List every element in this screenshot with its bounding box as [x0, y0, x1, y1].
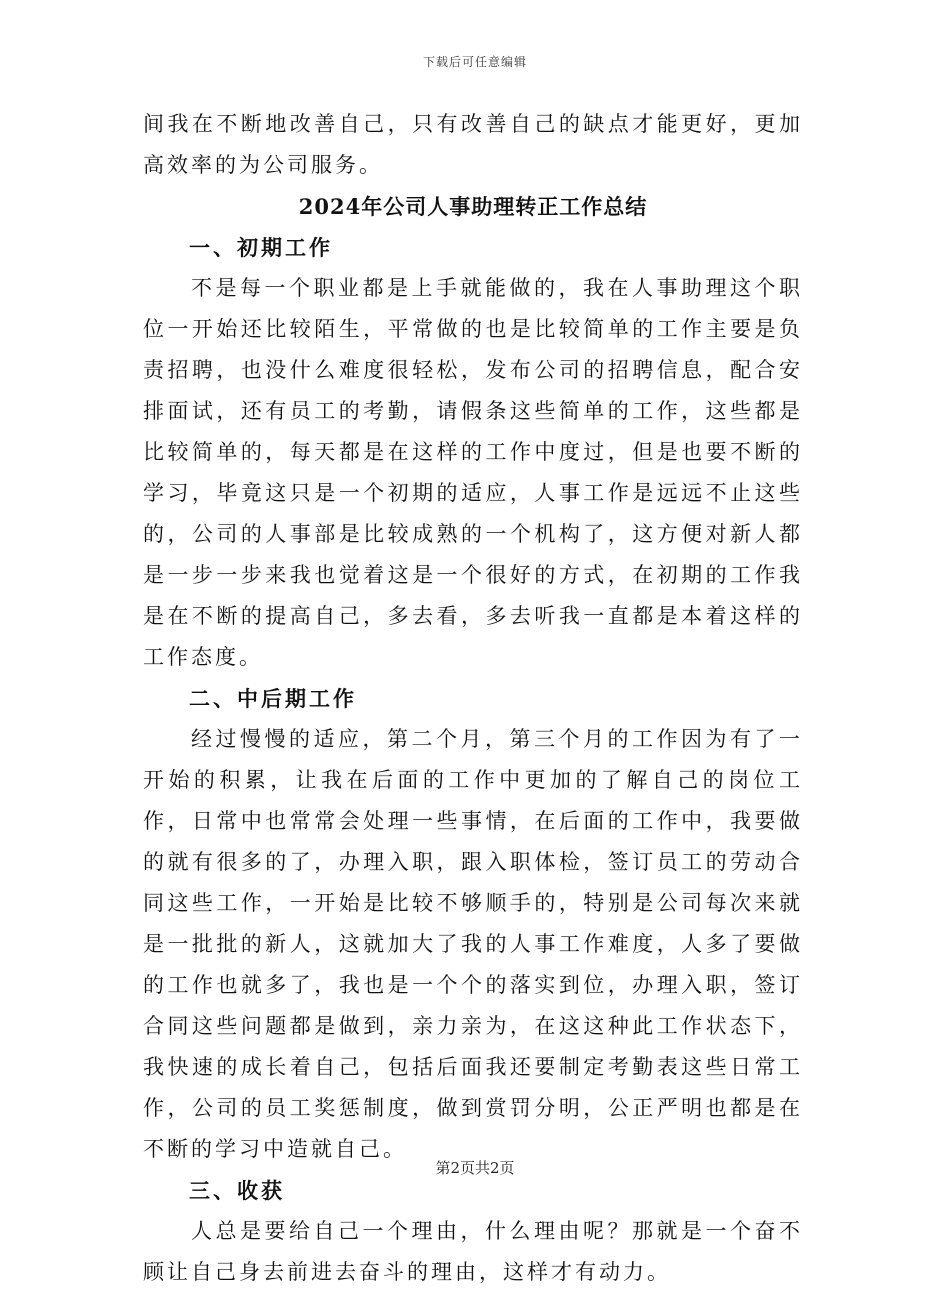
section-heading-initial: 一、初期工作 — [189, 235, 333, 260]
section-paragraph-initial: 不是每一个职业都是上手就能做的，我在人事助理这个职位一开始还比较陌生，平常做的也是比较简单的工作主要是负责招聘，也没什么难度很轻松，发布公司的招聘信息，配合安排面试，还有员工的考勤，请假条这些简单的工作，这些都是比较简单的，每天都是在这样的工作中度过，但是也要不断的学习，毕竟这只是一个初期的适应，人事工作是远远不止这些的，公司的人事部是比较成熟的一个机构了，这方便对新人都是一步一步来我也觉着这是一个很好的方式，在初期的工作我是在不断的提高自己，多去看，多去听我一直都是本着这样的工作态度。 — [143, 276, 803, 669]
document-body — [143, 104, 803, 1293]
section-heading-gains: 三、收获 — [189, 1178, 285, 1203]
page-header: 下载后可任意编辑 — [422, 55, 527, 69]
section-paragraph-gains: 人总是要给自己一个理由，什么理由呢？那就是一个奋不顾让自己身去前进去奋斗的理由，这样才有动力。 — [143, 1219, 803, 1284]
document-title: 2024年公司人事助理转正工作总结 — [298, 194, 648, 219]
intro-paragraph: 间我在不断地改善自己，只有改善自己的缺点才能更好，更加高效率的为公司服务。 — [143, 112, 803, 177]
page-footer: 第2页共2页 — [435, 1159, 515, 1177]
section-heading-middle-late: 二、中后期工作 — [189, 686, 357, 711]
section-paragraph-middle-late: 经过慢慢的适应，第二个月，第三个月的工作因为有了一开始的积累，让我在后面的工作中更加的了解自己的岗位工作，日常中也常常会处理一些事情，在后面的工作中，我要做的就有很多的了，办理入职，跟入职体检，签订员工的劳动合同这些工作，一开始是比较不够顺手的，特别是公司每次来就是一批批的新人，这就加大了我的人事工作难度，人多了要做的工作也就多了，我也是一个个的落实到位，办理入职，签订合同这些问题都是做到，亲力亲为，在这这种此工作状态下，我快速的成长着自己，包括后面我还要制定考勤表这些日常工作，公司的员工奖惩制度，做到赏罚分明，公正严明也都是在不断的学习中造就自己。 — [143, 727, 803, 1161]
